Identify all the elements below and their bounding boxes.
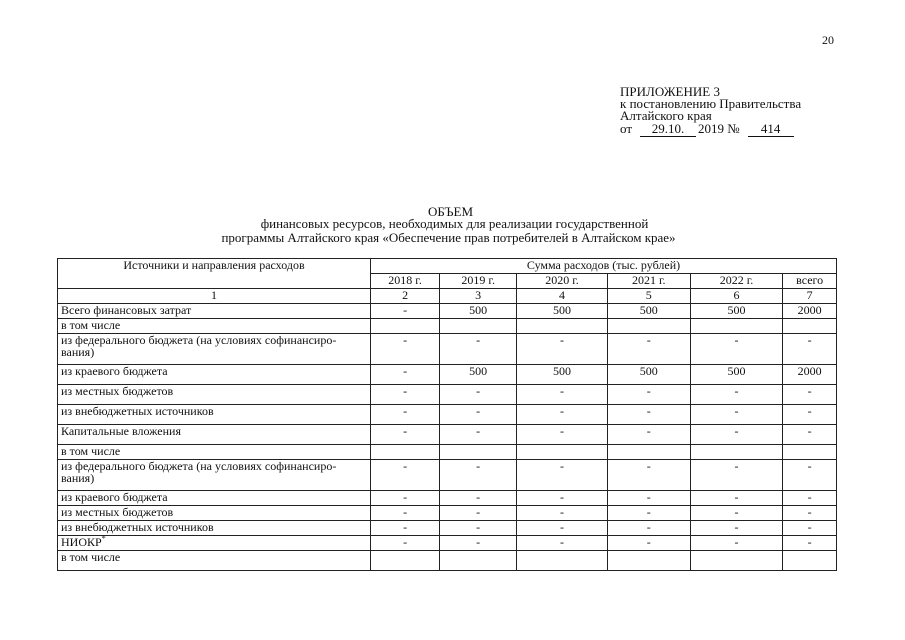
row-value: -	[607, 334, 690, 365]
table-row	[58, 365, 837, 385]
row-value: -	[783, 425, 837, 445]
row-value: -	[371, 304, 440, 319]
row-value	[371, 551, 440, 571]
table-row	[58, 445, 837, 460]
row-label: в том числе	[58, 319, 371, 334]
row-value: -	[517, 334, 608, 365]
column-number: 5	[607, 289, 690, 304]
header-total: всего	[783, 274, 837, 289]
row-label: в том числе	[58, 445, 371, 460]
row-value: -	[371, 506, 440, 521]
row-value: -	[607, 385, 690, 405]
row-value: 500	[607, 365, 690, 385]
row-value: -	[607, 425, 690, 445]
row-label-text: НИОКР	[61, 535, 102, 549]
row-value: -	[371, 536, 440, 551]
row-value	[440, 445, 517, 460]
row-value: -	[607, 506, 690, 521]
row-value: -	[690, 506, 783, 521]
document-subtitle-2	[0, 232, 905, 244]
row-value: 500	[690, 304, 783, 319]
row-value: -	[607, 460, 690, 491]
title-line-1: ОБЪЕМ	[427, 204, 474, 219]
table-row	[58, 551, 837, 571]
column-number: 3	[440, 289, 517, 304]
row-value	[690, 319, 783, 334]
row-value: -	[440, 506, 517, 521]
row-label: из местных бюджетов	[58, 385, 371, 405]
resolution-date: 29.10.	[640, 122, 696, 137]
column-number: 4	[517, 289, 608, 304]
row-value: -	[371, 405, 440, 425]
row-value: -	[371, 521, 440, 536]
row-value: -	[371, 385, 440, 405]
row-value: 500	[440, 365, 517, 385]
row-label: из краевого бюджета	[58, 365, 371, 385]
table-row	[58, 521, 837, 536]
column-number-row	[58, 289, 837, 304]
row-value: -	[440, 425, 517, 445]
table-row	[58, 304, 837, 319]
column-number: 6	[690, 289, 783, 304]
resolution-number: 414	[748, 122, 794, 137]
row-value	[517, 319, 608, 334]
row-value: 2000	[783, 304, 837, 319]
row-value: 500	[517, 304, 608, 319]
table-row	[58, 334, 837, 365]
row-label: из внебюджетных источников	[58, 405, 371, 425]
column-number: 2	[371, 289, 440, 304]
row-value	[783, 319, 837, 334]
row-value: -	[607, 491, 690, 506]
row-value: -	[371, 425, 440, 445]
row-value	[440, 551, 517, 571]
header-year: 2019 г.	[440, 274, 517, 289]
row-value: -	[440, 521, 517, 536]
table-header-row	[58, 259, 837, 274]
table-row	[58, 319, 837, 334]
row-value: 500	[690, 365, 783, 385]
row-value: -	[783, 460, 837, 491]
appendix-block	[620, 86, 801, 137]
row-value: -	[517, 536, 608, 551]
row-value: -	[440, 536, 517, 551]
document-subtitle-1	[0, 218, 905, 230]
table-row	[58, 506, 837, 521]
table-row	[58, 536, 837, 551]
row-value: 500	[607, 304, 690, 319]
table-row	[58, 425, 837, 445]
row-value	[517, 551, 608, 571]
row-value: -	[371, 334, 440, 365]
row-value: -	[440, 334, 517, 365]
row-value	[690, 551, 783, 571]
row-value: -	[783, 491, 837, 506]
row-value: -	[690, 460, 783, 491]
title-line-3: программы Алтайского края «Обеспечение прав потребителей в Алтайском крае»	[221, 230, 676, 245]
row-value	[783, 551, 837, 571]
page-number: 20	[822, 33, 834, 47]
row-value: -	[783, 334, 837, 365]
row-value: -	[517, 491, 608, 506]
row-label: Всего финансовых затрат	[58, 304, 371, 319]
row-value	[783, 445, 837, 460]
row-label: из краевого бюджета	[58, 491, 371, 506]
row-value	[517, 445, 608, 460]
header-year: 2021 г.	[607, 274, 690, 289]
header-year: 2020 г.	[517, 274, 608, 289]
header-amount: Сумма расходов (тыс. рублей)	[371, 259, 837, 274]
row-label: из внебюджетных источников	[58, 521, 371, 536]
row-value: -	[517, 385, 608, 405]
row-value: -	[690, 491, 783, 506]
row-value: -	[440, 385, 517, 405]
row-label: Капитальные вложения	[58, 425, 371, 445]
row-value: -	[690, 405, 783, 425]
row-label	[58, 536, 371, 551]
row-value: -	[371, 491, 440, 506]
title-line-2: финансовых ресурсов, необходимых для реализации государственной	[260, 216, 649, 231]
appendix-date-line	[620, 122, 801, 137]
row-value: -	[517, 506, 608, 521]
header-source: Источники и направления расходов	[58, 259, 371, 289]
row-value: -	[517, 425, 608, 445]
row-value: 500	[517, 365, 608, 385]
appendix-title: ПРИЛОЖЕНИЕ 3	[620, 84, 720, 99]
row-value: -	[371, 365, 440, 385]
row-value	[371, 319, 440, 334]
table-row	[58, 405, 837, 425]
row-value: -	[690, 385, 783, 405]
row-value	[371, 445, 440, 460]
footnote-mark: *	[101, 534, 106, 543]
row-value	[607, 319, 690, 334]
column-number: 1	[58, 289, 371, 304]
row-value: -	[607, 536, 690, 551]
header-year: 2018 г.	[371, 274, 440, 289]
row-label: из местных бюджетов	[58, 506, 371, 521]
row-value: -	[783, 405, 837, 425]
row-value	[607, 445, 690, 460]
resolution-year: 2019 №	[698, 121, 740, 136]
appendix-region-line: Алтайского края	[620, 108, 712, 123]
row-value: 2000	[783, 365, 837, 385]
row-value: -	[517, 521, 608, 536]
row-value: -	[690, 334, 783, 365]
row-value: -	[607, 521, 690, 536]
column-number: 7	[783, 289, 837, 304]
row-value: -	[690, 425, 783, 445]
row-value: -	[440, 405, 517, 425]
row-value	[607, 551, 690, 571]
row-label: из федерального бюджета (на условиях софинансиро-вания)	[58, 334, 371, 365]
row-value: -	[607, 405, 690, 425]
table-row	[58, 460, 837, 491]
finance-table	[57, 258, 837, 571]
row-value: -	[371, 460, 440, 491]
row-value: -	[440, 460, 517, 491]
row-value: -	[783, 536, 837, 551]
row-value: -	[440, 491, 517, 506]
row-value: -	[783, 521, 837, 536]
table-row	[58, 385, 837, 405]
row-label: в том числе	[58, 551, 371, 571]
row-value: -	[783, 506, 837, 521]
row-value: -	[517, 460, 608, 491]
row-value: -	[517, 405, 608, 425]
appendix-resolution-line: к постановлению Правительства	[620, 96, 802, 111]
row-value: -	[690, 521, 783, 536]
header-year: 2022 г.	[690, 274, 783, 289]
table-row	[58, 491, 837, 506]
row-value: 500	[440, 304, 517, 319]
row-value: -	[783, 385, 837, 405]
row-value: -	[690, 536, 783, 551]
row-label: из федерального бюджета (на условиях софинансиро-вания)	[58, 460, 371, 491]
row-value	[690, 445, 783, 460]
date-prefix: от	[620, 121, 633, 136]
row-value	[440, 319, 517, 334]
